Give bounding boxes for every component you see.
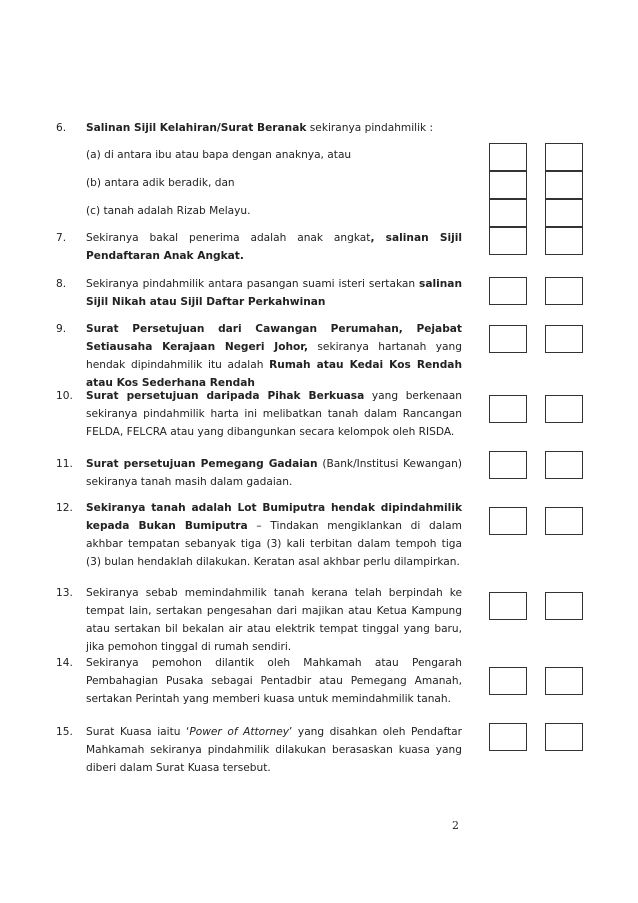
item-number: 13.	[56, 587, 73, 599]
item-text-normal: Sekiranya bakal penerima adalah anak angkat	[86, 232, 371, 244]
item-text-bold: salinan Sijil Nikah atau Sijil Daftar Perkahwinan	[86, 278, 462, 308]
item-number: 15.	[56, 726, 73, 738]
subpoint-b: (b) antara adik beradik, dan	[86, 177, 235, 189]
item-text-normal: Sekiranya sebab memindahmilik tanah kerana telah berpindah ke tempat lain, sertakan pengesahan dari majikan atau Ketua Kampung atau sertakan bil bekalan air atau elektrik tempat tinggal yang baru, jika pemohon tinggal di rumah sendiri.	[86, 587, 462, 653]
checkbox-10-right[interactable]	[545, 395, 583, 423]
checkbox-6a-left[interactable]	[489, 143, 527, 171]
checkbox-8-left[interactable]	[489, 277, 527, 305]
item-text-normal: ’ yang disahkan oleh Pendaftar Mahkamah sekiranya pindahmilik dilakukan berasaskan kuasa yang diberi dalam Surat Kuasa tersebut.	[86, 726, 463, 774]
checkbox-8-right[interactable]	[545, 277, 583, 305]
item-text-bold: Surat persetujuan Pemegang Gadaian	[86, 458, 318, 470]
item-text-bold: Surat Persetujuan dari Cawangan Perumahan, Pejabat Setiausaha Kerajaan Negeri Johor,	[86, 323, 462, 353]
checkbox-7-left[interactable]	[489, 227, 527, 255]
checkbox-7-right[interactable]	[545, 227, 583, 255]
item-text	[86, 320, 462, 392]
subpoint-a: (a) di antara ibu atau bapa dengan anaknya, atau	[86, 149, 352, 161]
item-text-normal: sekiranya hartanah yang hendak dipindahmilik itu adalah	[86, 341, 462, 371]
item-text-bold: , salinan Sijil Pendaftaran Anak Angkat.	[86, 232, 462, 262]
item-text-bold: Salinan Sijil Kelahiran/Surat Beranak	[86, 122, 307, 134]
checkbox-14-left[interactable]	[489, 667, 527, 695]
item-text	[86, 654, 462, 708]
item-text-normal: yang berkenaan sekiranya pindahmilik harta ini melibatkan tanah dalam Rancangan FELDA, FELCRA atau yang dibangunkan secara kelompok oleh RISDA.	[86, 390, 462, 438]
checkbox-13-right[interactable]	[545, 592, 583, 620]
checkbox-6c-left[interactable]	[489, 199, 527, 227]
item-text	[86, 275, 462, 311]
checkbox-10-left[interactable]	[489, 395, 527, 423]
item-text	[86, 119, 462, 137]
checkbox-15-left[interactable]	[489, 723, 527, 751]
checkbox-12-left[interactable]	[489, 507, 527, 535]
item-text	[86, 584, 462, 656]
item-text	[86, 723, 462, 777]
item-text-normal: Sekiranya pindahmilik antara pasangan suami isteri sertakan	[86, 278, 420, 290]
checkbox-6a-right[interactable]	[545, 143, 583, 171]
item-number: 7.	[56, 232, 67, 244]
item-text-bold: Surat persetujuan daripada Pihak Berkuasa	[86, 390, 365, 402]
item-text-normal: Sekiranya pemohon dilantik oleh Mahkamah atau Pengarah Pembahagian Pusaka sebagai Pentadbir atau Pemegang Amanah, sertakan Perintah yang memberi kuasa untuk memindahmilik tanah.	[86, 657, 462, 705]
item-number: 11.	[56, 458, 73, 470]
page-number: 2	[452, 819, 459, 832]
subpoint-c: (c) tanah adalah Rizab Melayu.	[86, 205, 251, 217]
item-number: 8.	[56, 278, 67, 290]
checkbox-11-left[interactable]	[489, 451, 527, 479]
item-text-normal: sekiranya pindahmilik :	[306, 122, 434, 134]
checkbox-9-left[interactable]	[489, 325, 527, 353]
item-text	[86, 455, 462, 491]
item-text	[86, 499, 462, 571]
checkbox-11-right[interactable]	[545, 451, 583, 479]
item-text-bold: Sekiranya tanah adalah Lot Bumiputra hendak dipindahmilik kepada Bukan Bumiputra	[86, 502, 462, 532]
checkbox-6b-left[interactable]	[489, 171, 527, 199]
item-text-normal: Surat Kuasa iaitu ‘	[86, 726, 190, 738]
checkbox-6c-right[interactable]	[545, 199, 583, 227]
item-text	[86, 387, 462, 441]
item-text	[86, 229, 462, 265]
item-number: 10.	[56, 390, 73, 402]
item-text-normal: – Tindakan mengiklankan di dalam akhbar tempatan sebanyak tiga (3) kali terbitan dalam tempoh tiga (3) bulan hendaklah dilakukan. Keratan asal akhbar perlu dilampirkan.	[86, 520, 462, 568]
item-number: 6.	[56, 122, 67, 134]
item-text-normal: (Bank/Institusi Kewangan) sekiranya tanah masih dalam gadaian.	[86, 458, 463, 488]
checkbox-12-right[interactable]	[545, 507, 583, 535]
checkbox-6b-right[interactable]	[545, 171, 583, 199]
checkbox-15-right[interactable]	[545, 723, 583, 751]
checkbox-9-right[interactable]	[545, 325, 583, 353]
item-text-bold: Rumah atau Kedai Kos Rendah atau Kos Sederhana Rendah	[86, 359, 462, 389]
item-number: 9.	[56, 323, 67, 335]
item-number: 12.	[56, 502, 73, 514]
item-text-italic: Power of Attorney	[189, 726, 289, 738]
checkbox-13-left[interactable]	[489, 592, 527, 620]
checkbox-14-right[interactable]	[545, 667, 583, 695]
item-number: 14.	[56, 657, 73, 669]
